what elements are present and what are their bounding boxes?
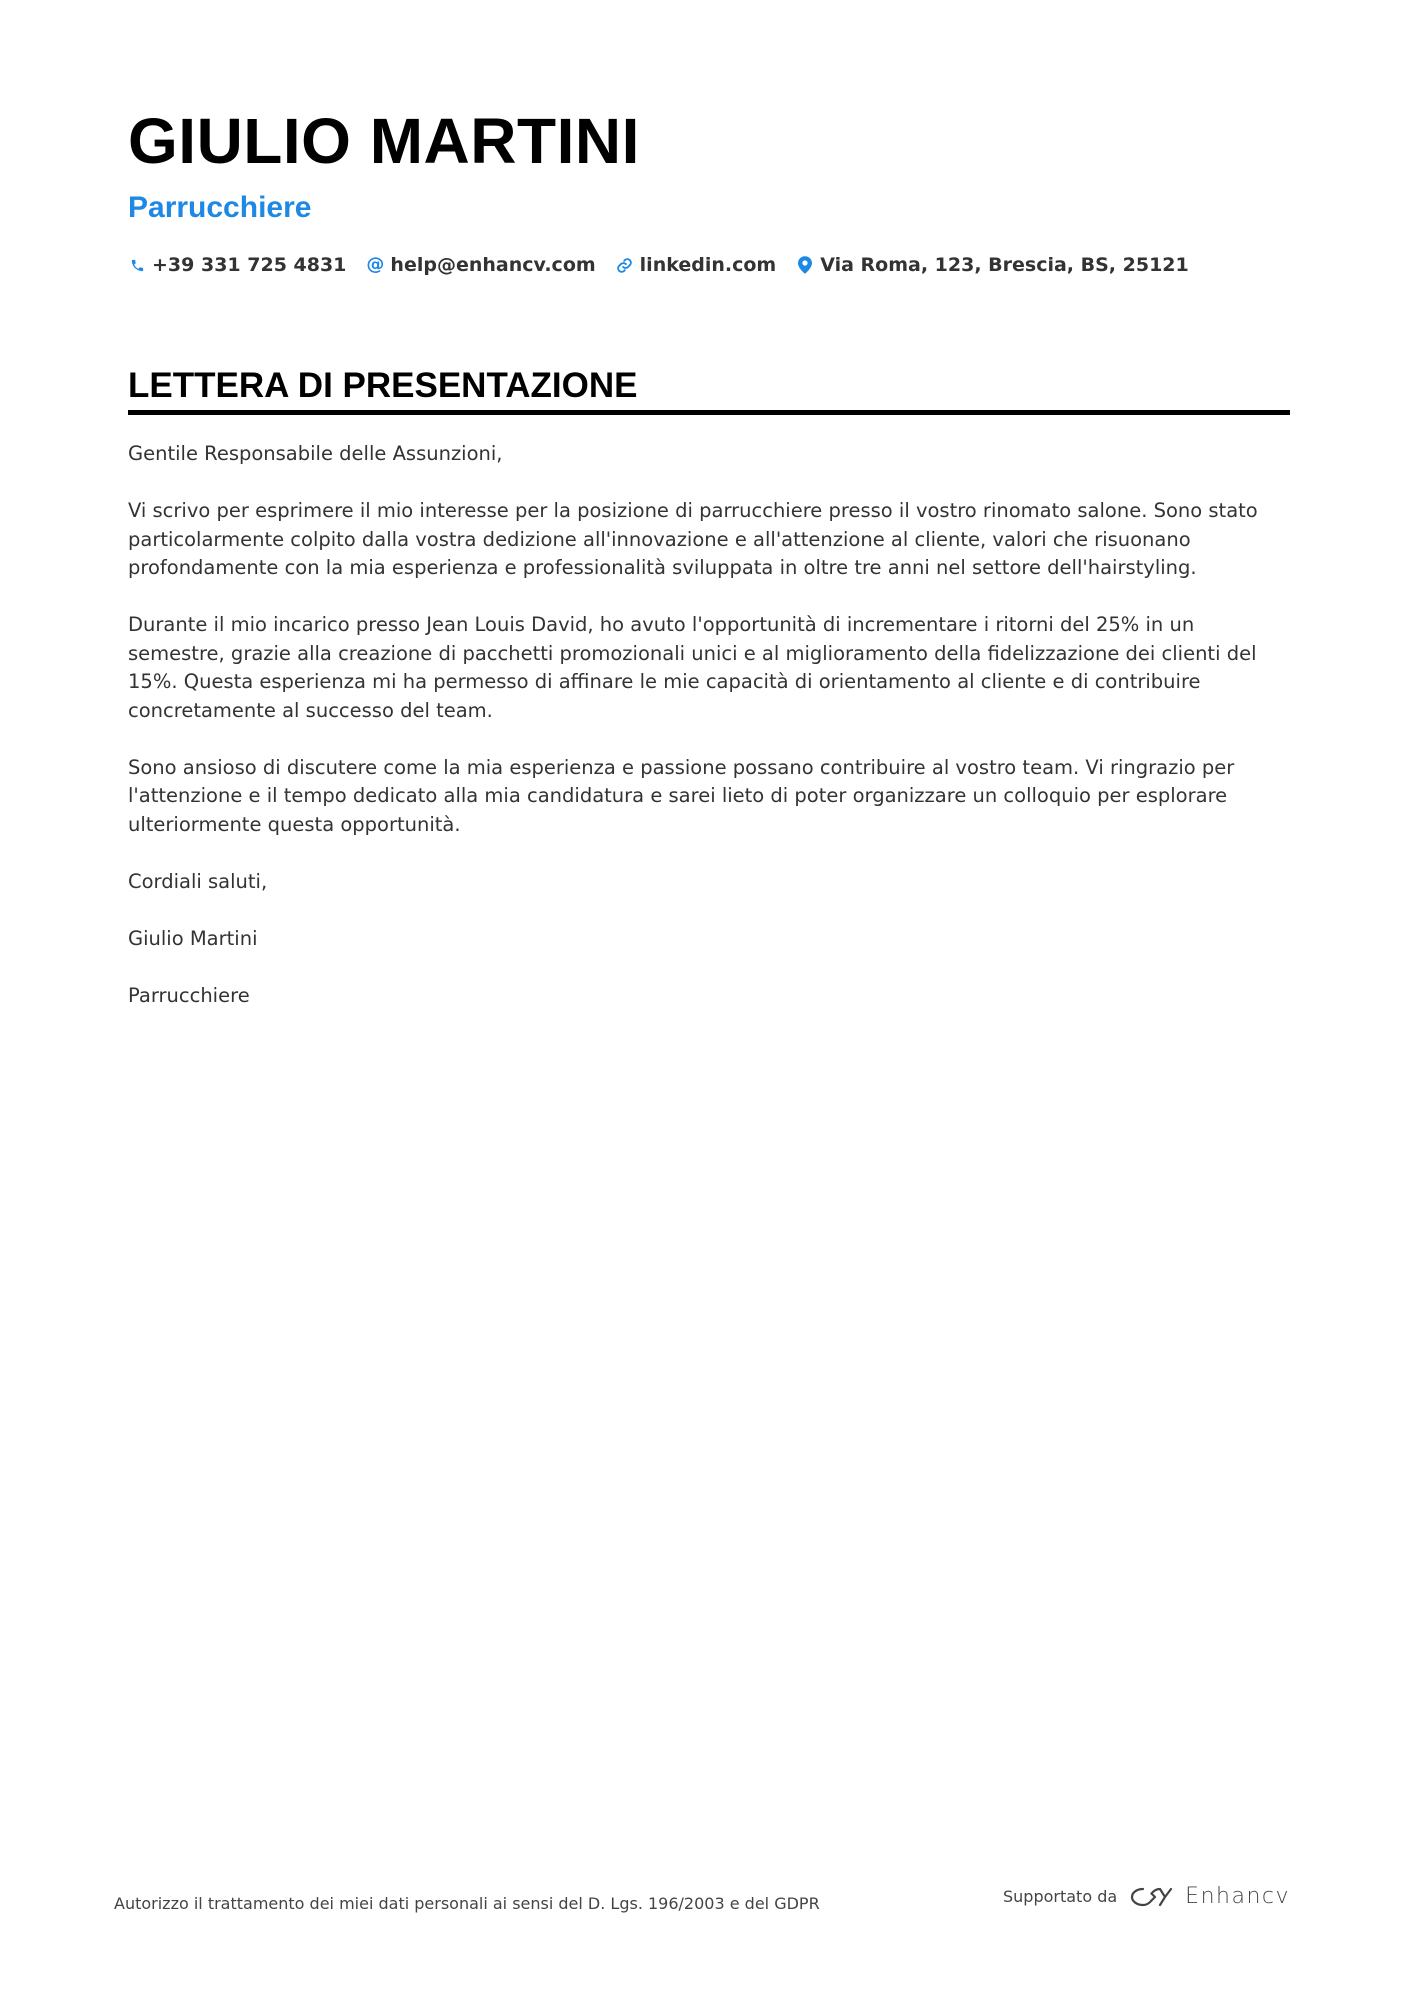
section-divider [128,410,1290,415]
contact-email [366,254,595,276]
letter-paragraph: Sono ansioso di discutere come la mia esperienza e passione possano contribuire al vostro team. Vi ringrazio per l'attenzione e il tempo dedicato alla mia candidatura e sarei lieto di poter organizzare un colloquio per esplorare ulteriormente questa opportunità. [128,755,1235,836]
contact-bar [128,254,1189,276]
privacy-consent: Autorizzo il trattamento dei miei dati personali ai sensi del D. Lgs. 196/2003 e del GDPR [114,1894,820,1913]
enhancv-logo-icon [1129,1885,1175,1909]
letter-greeting: Gentile Responsabile delle Assunzioni, [128,442,503,465]
letter-paragraph: Vi scrivo per esprimere il mio interesse per la posizione di parrucchiere presso il vostro rinomato salone. Sono stato particolarmente colpito dalla vostra dedizione all'innovazione e all'attenzione al cliente, valori che risuonano profondamente con la mia esperienza e professionalità sviluppata in oltre tre anni nel settore dell'hairstyling. [128,499,1258,579]
at-icon: @ [366,254,385,275]
brand-name: Enhancv [1185,1884,1290,1909]
link-icon [616,255,634,275]
signature-title: Parrucchiere [128,983,250,1007]
location-pin-icon [796,255,814,275]
email-address: help@enhancv.com [390,254,596,276]
letter-paragraph: Durante il mio incarico presso Jean Louis David, ho avuto l'opportunità di incrementare i ritorni del 25% in un semestre, grazie alla creazione di pacchetti promozionali unici e al miglioramento della fidelizzazione dei clienti del 15%. Questa esperienza mi ha permesso di affinare le mie capacità di orientamento al cliente e di contribuire concretamente al successo del team. [128,613,1257,722]
contact-address [796,254,1189,276]
job-title: Parrucchiere [128,191,312,224]
applicant-name: GIULIO MARTINI [128,105,640,177]
letter-closing: Cordiali saluti, [128,869,268,893]
phone-number: +39 331 725 4831 [152,254,347,276]
contact-phone [128,254,346,276]
address: Via Roma, 123, Brescia, BS, 25121 [820,254,1189,276]
letter-body [128,440,1288,1039]
powered-by [1003,1884,1290,1909]
signature-name: Giulio Martini [128,926,258,950]
powered-by-label: Supportato da [1003,1887,1118,1906]
enhancv-logo [1129,1884,1290,1909]
linkedin-link: linkedin.com [639,254,777,276]
phone-icon [128,255,146,275]
contact-link [616,254,777,276]
section-title: LETTERA DI PRESENTAZIONE [128,366,638,405]
